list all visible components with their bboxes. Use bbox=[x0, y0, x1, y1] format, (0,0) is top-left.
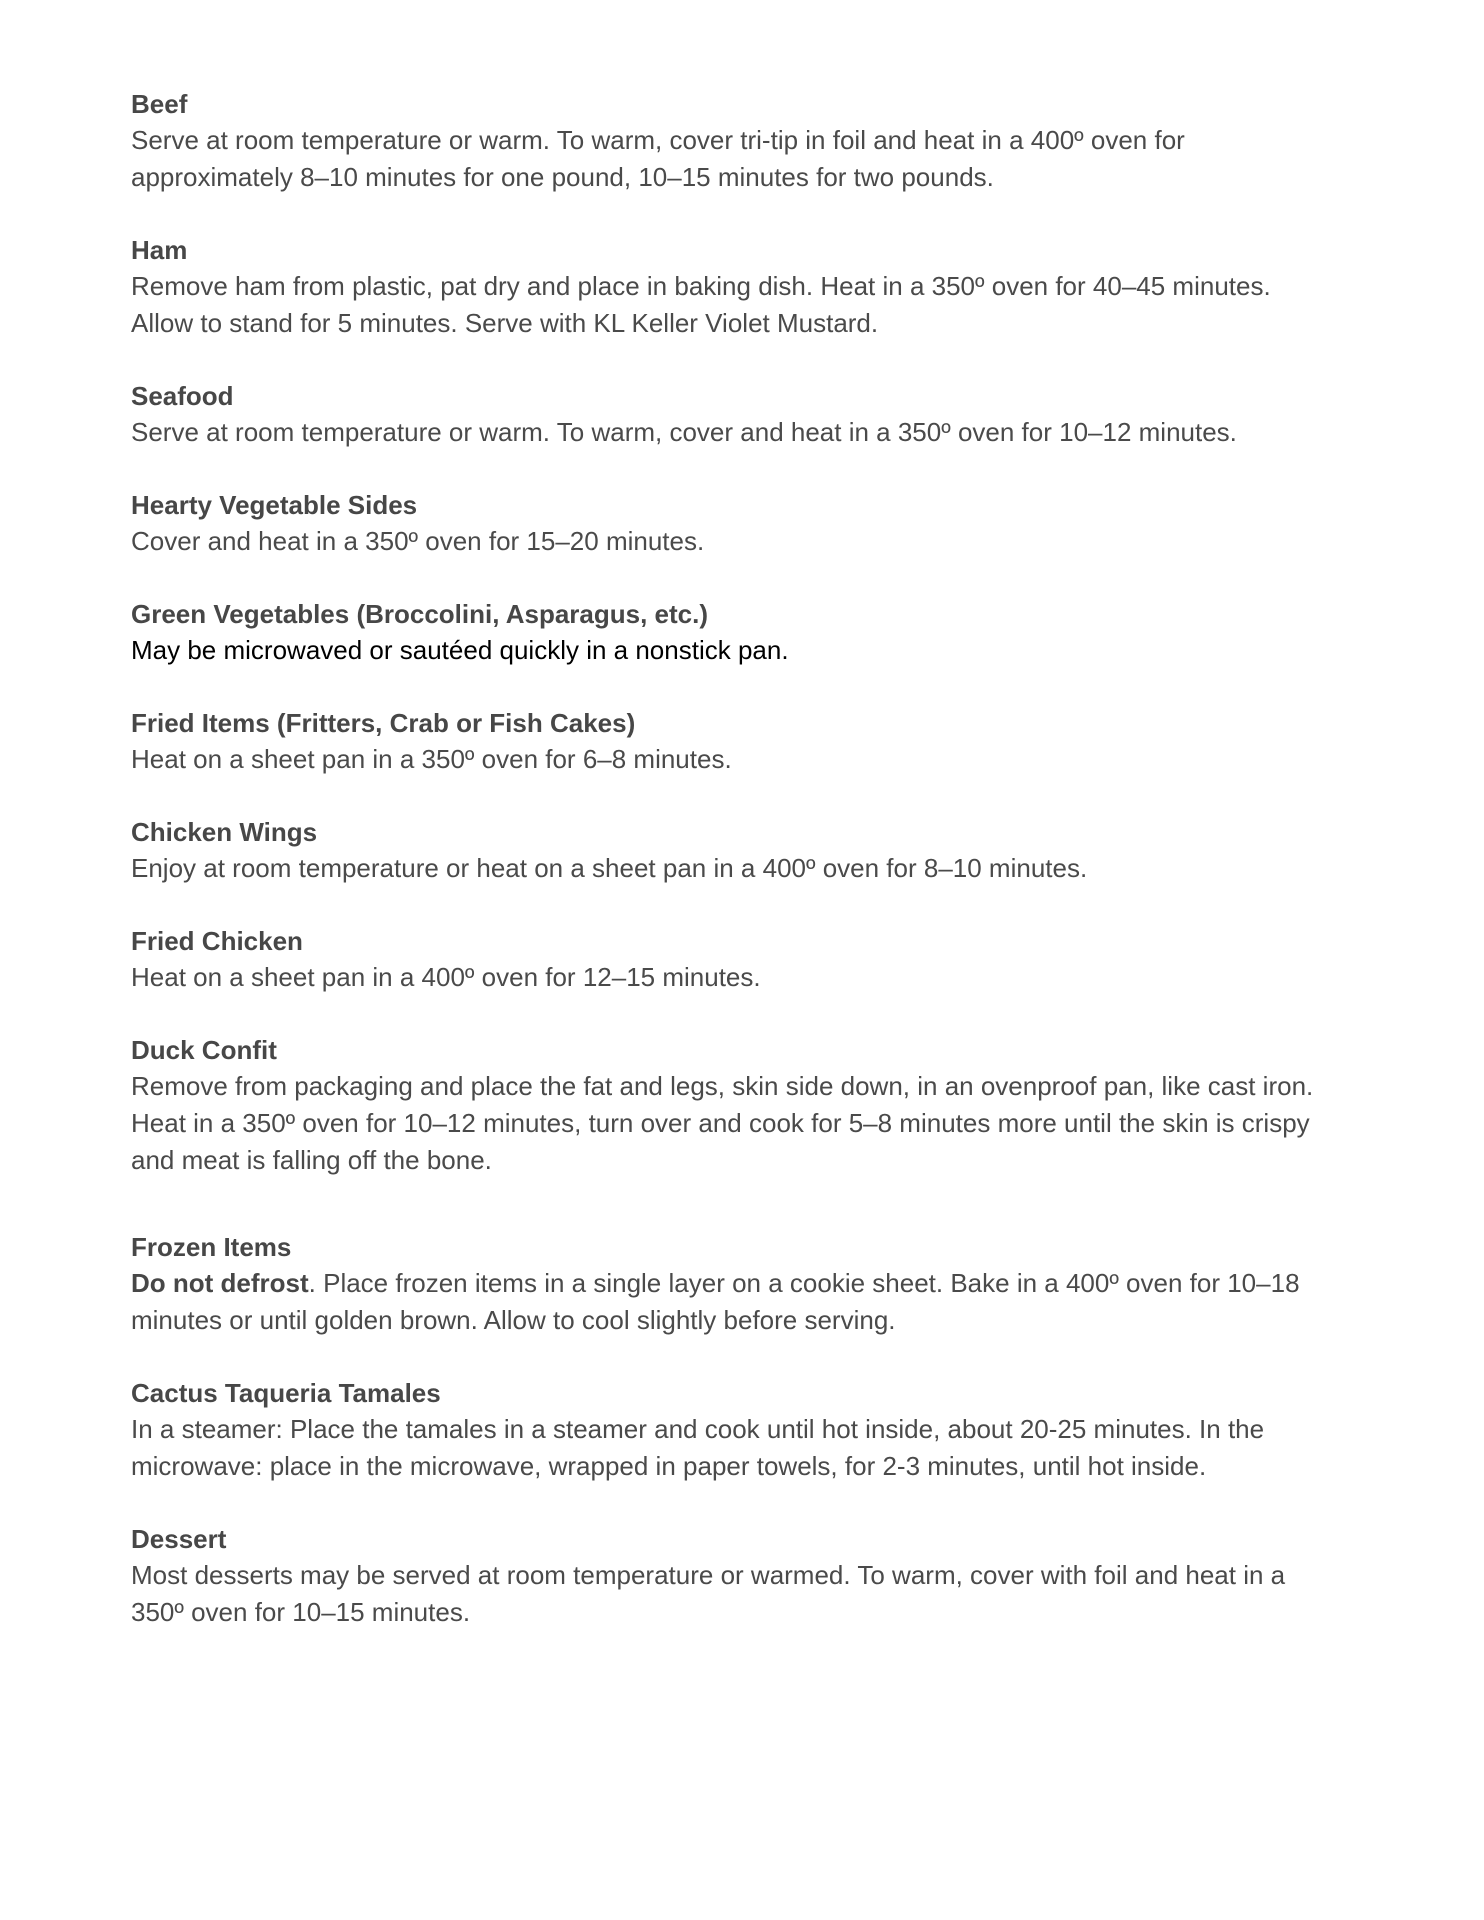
section-text: Cover and heat in a 350º oven for 15–20 minutes. bbox=[131, 526, 705, 556]
section-text: In a steamer: Place the tamales in a steamer and cook until hot inside, about 20-25 minutes. In the microwave: place in the microwave, wrapped in paper towels, for 2-3 minutes, until hot inside. bbox=[131, 1414, 1265, 1481]
section-heading: Cactus Taqueria Tamales bbox=[131, 1378, 441, 1408]
section-text-rest: . Place frozen items in a single layer on a cookie sheet. Bake in a 400º oven for 10–18 minutes or until golden brown. Allow to cool slightly before serving. bbox=[131, 1268, 1300, 1335]
section-text: Remove from packaging and place the fat and legs, skin side down, in an ovenproof pan, like cast iron. Heat in a 350º oven for 10–12 minutes, turn over and cook for 5–8 minutes more until the skin is crispy and meat is falling off the bone. bbox=[131, 1071, 1314, 1175]
section-duck-confit bbox=[131, 1032, 1371, 1179]
do-not-defrost-emphasis: Do not defrost bbox=[131, 1268, 309, 1298]
section-text: Serve at room temperature or warm. To warm, cover tri-tip in foil and heat in a 400º oven for approximately 8–10 minutes for one pound, 10–15 minutes for two pounds. bbox=[131, 125, 1185, 192]
section-heading: Fried Chicken bbox=[131, 926, 303, 956]
section-heading: Duck Confit bbox=[131, 1035, 277, 1065]
section-dessert bbox=[131, 1521, 1371, 1631]
section-fried-items bbox=[131, 705, 1371, 778]
section-seafood bbox=[131, 378, 1371, 451]
section-text: May be microwaved or sautéed quickly in a nonstick pan. bbox=[131, 635, 789, 665]
section-ham bbox=[131, 232, 1371, 342]
section-heading: Frozen Items bbox=[131, 1232, 292, 1262]
section-text bbox=[131, 1265, 1371, 1339]
section-heading: Ham bbox=[131, 235, 188, 265]
section-tamales bbox=[131, 1375, 1371, 1485]
section-heading: Dessert bbox=[131, 1524, 227, 1554]
section-heading: Chicken Wings bbox=[131, 817, 318, 847]
section-text: Heat on a sheet pan in a 350º oven for 6–8 minutes. bbox=[131, 744, 732, 774]
section-heading: Fried Items (Fritters, Crab or Fish Cakes) bbox=[131, 708, 636, 738]
section-frozen-items bbox=[131, 1229, 1371, 1339]
section-heading: Green Vegetables (Broccolini, Asparagus, etc.) bbox=[131, 599, 709, 629]
section-text: Enjoy at room temperature or heat on a sheet pan in a 400º oven for 8–10 minutes. bbox=[131, 853, 1088, 883]
reheating-instructions-document bbox=[131, 86, 1371, 1667]
section-text: Serve at room temperature or warm. To warm, cover and heat in a 350º oven for 10–12 minutes. bbox=[131, 417, 1237, 447]
section-heading: Hearty Vegetable Sides bbox=[131, 490, 418, 520]
section-text: Heat on a sheet pan in a 400º oven for 12–15 minutes. bbox=[131, 962, 761, 992]
section-chicken-wings bbox=[131, 814, 1371, 887]
section-hearty-vegetable-sides bbox=[131, 487, 1371, 560]
section-heading: Seafood bbox=[131, 381, 234, 411]
section-green-vegetables bbox=[131, 596, 1371, 669]
section-heading: Beef bbox=[131, 89, 188, 119]
section-text: Remove ham from plastic, pat dry and place in baking dish. Heat in a 350º oven for 40–45 minutes. Allow to stand for 5 minutes. Serve with KL Keller Violet Mustard. bbox=[131, 271, 1271, 338]
section-beef bbox=[131, 86, 1371, 196]
section-text: Most desserts may be served at room temperature or warmed. To warm, cover with foil and heat in a 350º oven for 10–15 minutes. bbox=[131, 1560, 1286, 1627]
section-fried-chicken bbox=[131, 923, 1371, 996]
